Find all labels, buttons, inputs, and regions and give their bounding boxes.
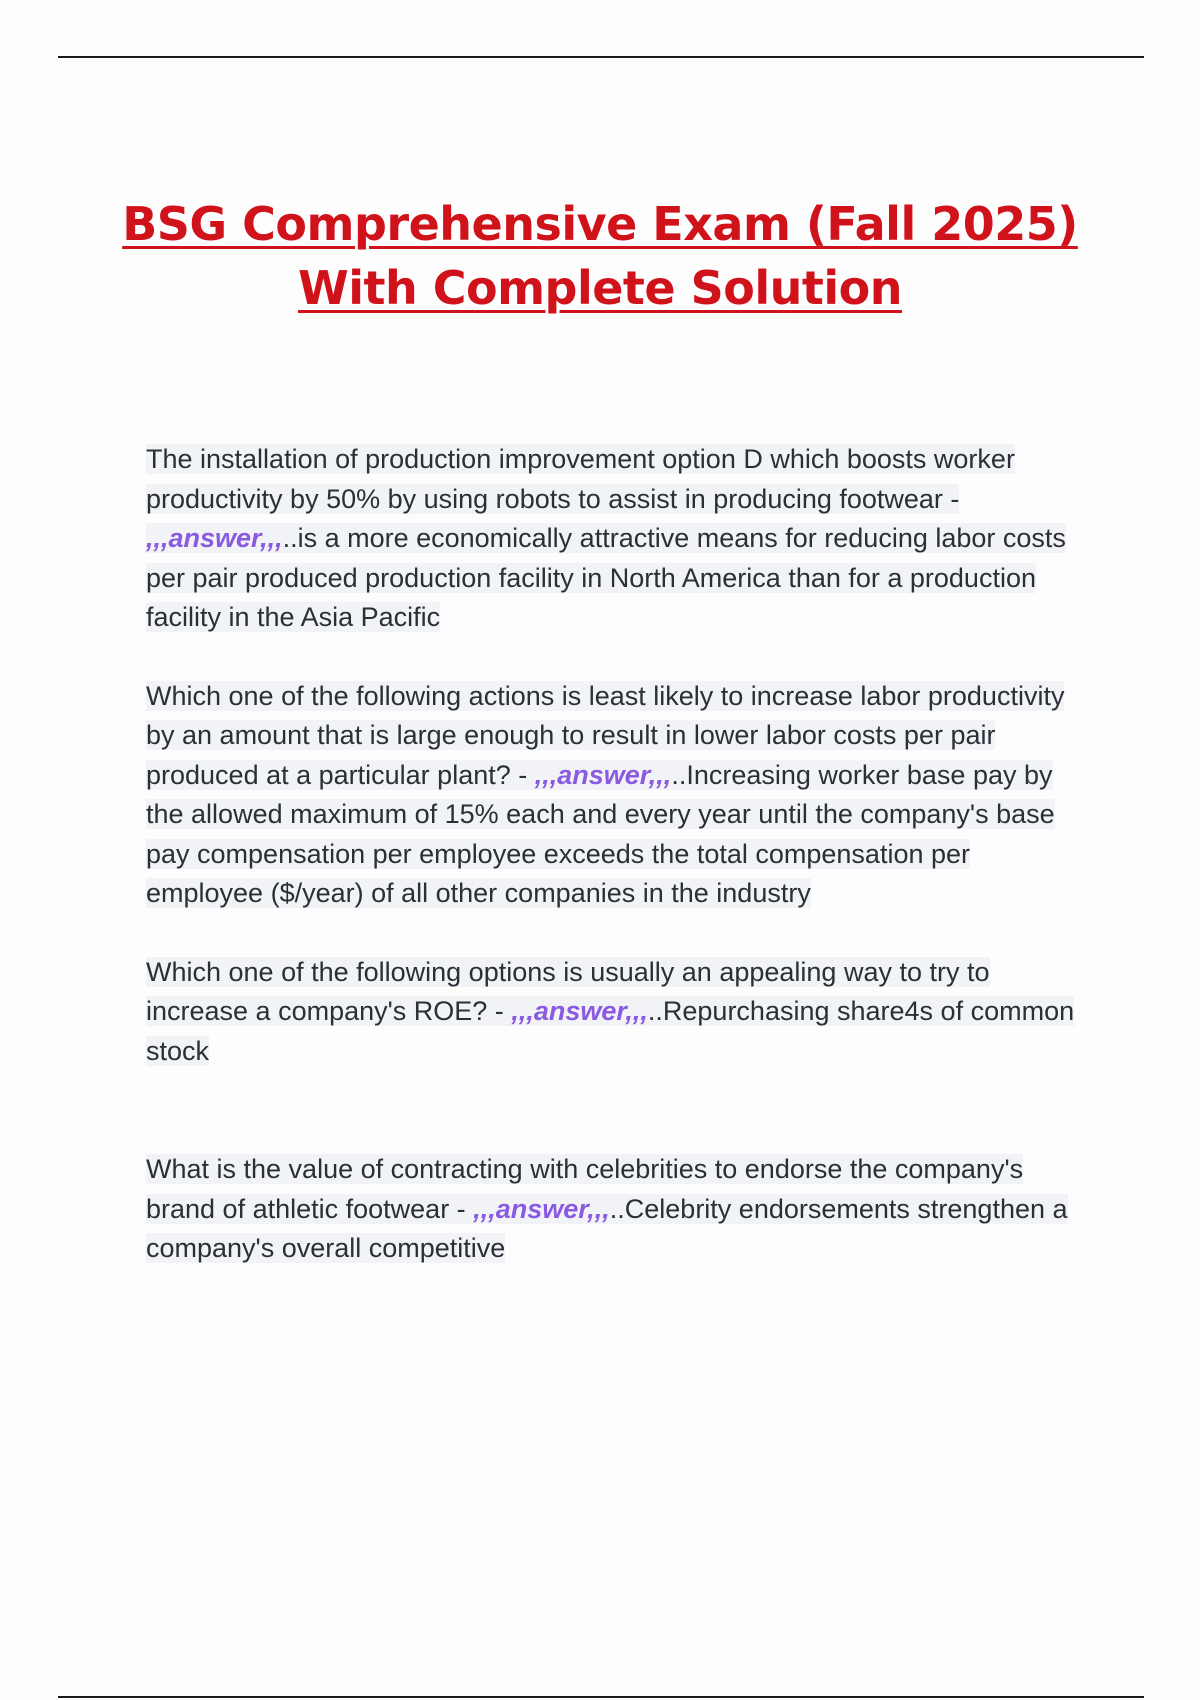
- qa-item-1: [146, 440, 1091, 638]
- qa-question-2: Which one of the following actions is least likely to increase labor productivity by an amount that is large enough to result in lower labor costs per pair produced at a particular plant? -: [146, 680, 1065, 790]
- title-line-1: BSG Comprehensive Exam (Fall 2025): [122, 197, 1078, 251]
- qa-question-1: The installation of production improvement option D which boosts worker productivity by 50% by using robots to assist in producing footwear -: [146, 444, 1015, 514]
- qa-item-2: [146, 677, 1091, 914]
- qa-question-4: What is the value of contracting with celebrities to endorse the company's brand of athletic footwear -: [146, 1154, 1024, 1224]
- qa-item-4: [146, 1150, 1091, 1269]
- answer-marker-4: ,,,answer,,,: [473, 1193, 610, 1224]
- answer-marker-3: ,,,answer,,,: [511, 996, 648, 1026]
- document-title: [0, 192, 1200, 320]
- qa-answer-3: ..Repurchasing share4s of common stock: [146, 996, 1075, 1066]
- answer-marker-2: ,,,answer,,,: [534, 759, 672, 790]
- answer-marker-1: ,,,answer,,,: [146, 523, 283, 553]
- qa-answer-1: ..is a more economically attractive means for reducing labor costs per pair produced production facility in North America than for a production facility in the Asia Pacific: [146, 523, 1066, 632]
- document-body: [146, 440, 1091, 1308]
- qa-answer-2: ..Increasing worker base pay by the allowed maximum of 15% each and every year until the company's base pay compensation per employee exceeds the total compensation per employee ($/year) of all other companies in the industry: [146, 759, 1055, 908]
- qa-answer-4: ..Celebrity endorsements strengthen a company's overall competitive: [146, 1193, 1068, 1263]
- header-rule: [58, 56, 1144, 58]
- title-line-2: With Complete Solution: [297, 261, 902, 315]
- qa-item-3: [146, 953, 1091, 1072]
- qa-question-3: Which one of the following options is usually an appealing way to try to increase a company's ROE? -: [146, 956, 990, 1026]
- footer-rule: [58, 1696, 1144, 1698]
